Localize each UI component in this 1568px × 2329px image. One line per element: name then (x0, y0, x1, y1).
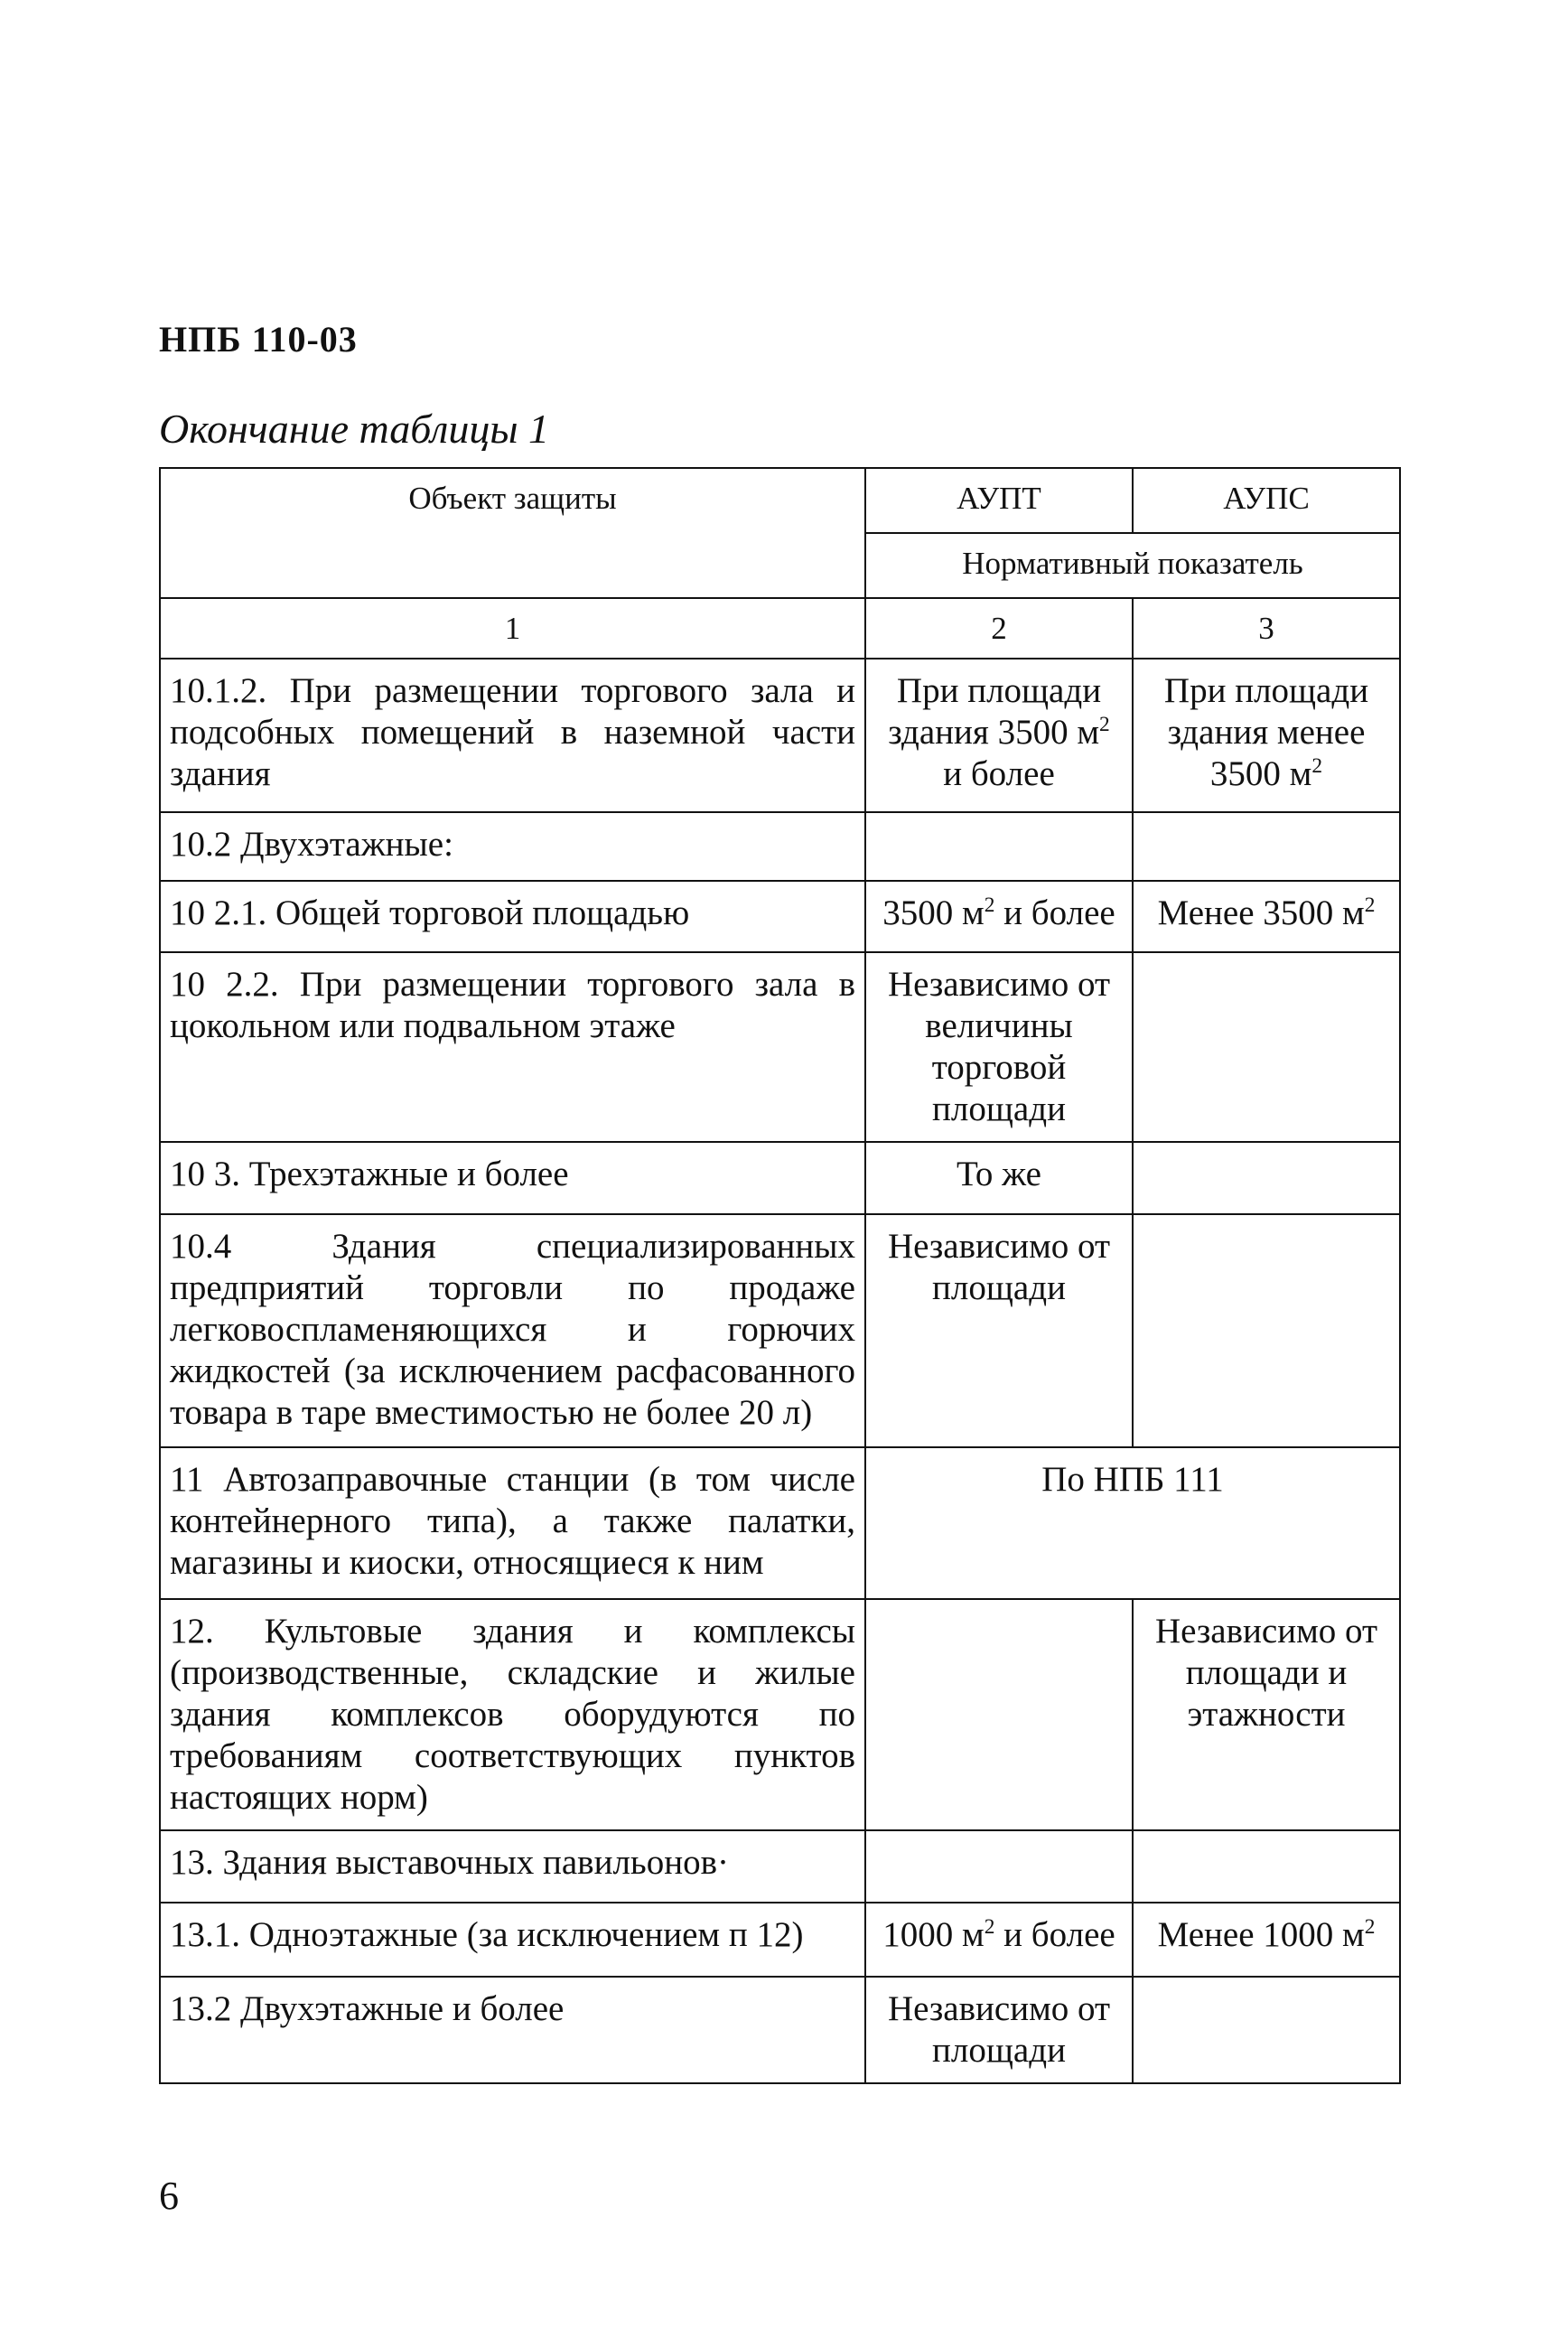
cell-protected-object: 13. Здания выставочных павильонов· (160, 1830, 865, 1903)
cell-aupt (865, 1599, 1133, 1830)
cell-aups: Менее 1000 $м^2$ (1133, 1903, 1400, 1977)
table-row (160, 1599, 1400, 1830)
table-row (160, 1447, 1400, 1599)
table-row (160, 952, 1400, 1142)
table-caption: Окончание таблицы 1 (159, 406, 549, 452)
cell-protected-object: 13.1. Одноэтажные (за исключением п 12) (160, 1903, 865, 1977)
cell-aupt: При площади здания 3500 $м^2$ и более (865, 659, 1133, 812)
cell-aups (1133, 1142, 1400, 1214)
header-protected-object: Объект защиты (160, 468, 865, 598)
cell-aups (1133, 1830, 1400, 1903)
header-aups: АУПС (1133, 468, 1400, 533)
cell-aupt: Независимо от площади (865, 1214, 1133, 1447)
cell-aupt: 1000 $м^2$ и более (865, 1903, 1133, 1977)
cell-aups (1133, 952, 1400, 1142)
cell-aupt: Независимо от площади (865, 1977, 1133, 2083)
table-row (160, 1977, 1400, 2083)
superscript-2: 2 (984, 893, 995, 918)
cell-aups: Независимо от площади и этажности (1133, 1599, 1400, 1830)
cell-aupt: 3500 $м^2$ и более (865, 881, 1133, 952)
header-aupt: АУПТ (865, 468, 1133, 533)
cell-aupt: Независимо от величины торговой площади (865, 952, 1133, 1142)
table-row (160, 1903, 1400, 1977)
table-row (160, 1142, 1400, 1214)
cell-protected-object: 13.2 Двухэтажные и более (160, 1977, 865, 2083)
superscript-2: 2 (1364, 893, 1376, 918)
superscript-2: 2 (1099, 713, 1110, 737)
table-row (160, 659, 1400, 812)
cell-aups (1133, 1214, 1400, 1447)
cell-aups (1133, 1977, 1400, 2083)
cell-protected-object: 12. Культовые здания и комплексы (производственные, складские и жилые здания комплексов оборудуются по требованиям соответствующих пунктов настоящих норм) (160, 1599, 865, 1830)
cell-aupt (865, 1830, 1133, 1903)
cell-protected-object: 10.1.2. При размещении торгового зала и подсобных помещений в наземной части здания (160, 659, 865, 812)
cell-protected-object: 11 Автозаправочные станции (в том числе контейнерного типа), а также палатки, магазины и киоски, относящиеся к ним (160, 1447, 865, 1599)
cell-protected-object: 10 3. Трехэтажные и более (160, 1142, 865, 1214)
document-code: НПБ 110-03 (159, 319, 358, 360)
column-number-2: 2 (865, 598, 1133, 659)
column-number-3: 3 (1133, 598, 1400, 659)
table-row (160, 1214, 1400, 1447)
cell-merged-normative: По НПБ 111 (865, 1447, 1400, 1599)
cell-protected-object: 10 2.2. При размещении торгового зала в цокольном или подвальном этаже (160, 952, 865, 1142)
cell-protected-object: 10 2.1. Общей торговой площадью (160, 881, 865, 952)
cell-protected-object: 10.2 Двухэтажные: (160, 812, 865, 881)
header-normative-indicator: Нормативный показатель (865, 533, 1400, 598)
norms-table (159, 467, 1401, 2084)
cell-aups (1133, 812, 1400, 881)
table-row (160, 881, 1400, 952)
superscript-2: 2 (1311, 754, 1323, 779)
column-number-1: 1 (160, 598, 865, 659)
cell-aups: Менее 3500 $м^2$ (1133, 881, 1400, 952)
table-row (160, 1830, 1400, 1903)
table-row (160, 812, 1400, 881)
superscript-2: 2 (1364, 1915, 1376, 1940)
table-body (160, 659, 1400, 2083)
cell-protected-object: 10.4 Здания специализированных предприятий торговли по продаже легковоспламеняющихся и горючих жидкостей (за исключением расфасованного товара в таре вместимостью не более 20 л) (160, 1214, 865, 1447)
cell-aups: При площади здания менее 3500 $м^2$ (1133, 659, 1400, 812)
page-number: 6 (159, 2174, 179, 2218)
superscript-2: 2 (984, 1915, 995, 1940)
cell-aupt (865, 812, 1133, 881)
cell-aupt: То же (865, 1142, 1133, 1214)
